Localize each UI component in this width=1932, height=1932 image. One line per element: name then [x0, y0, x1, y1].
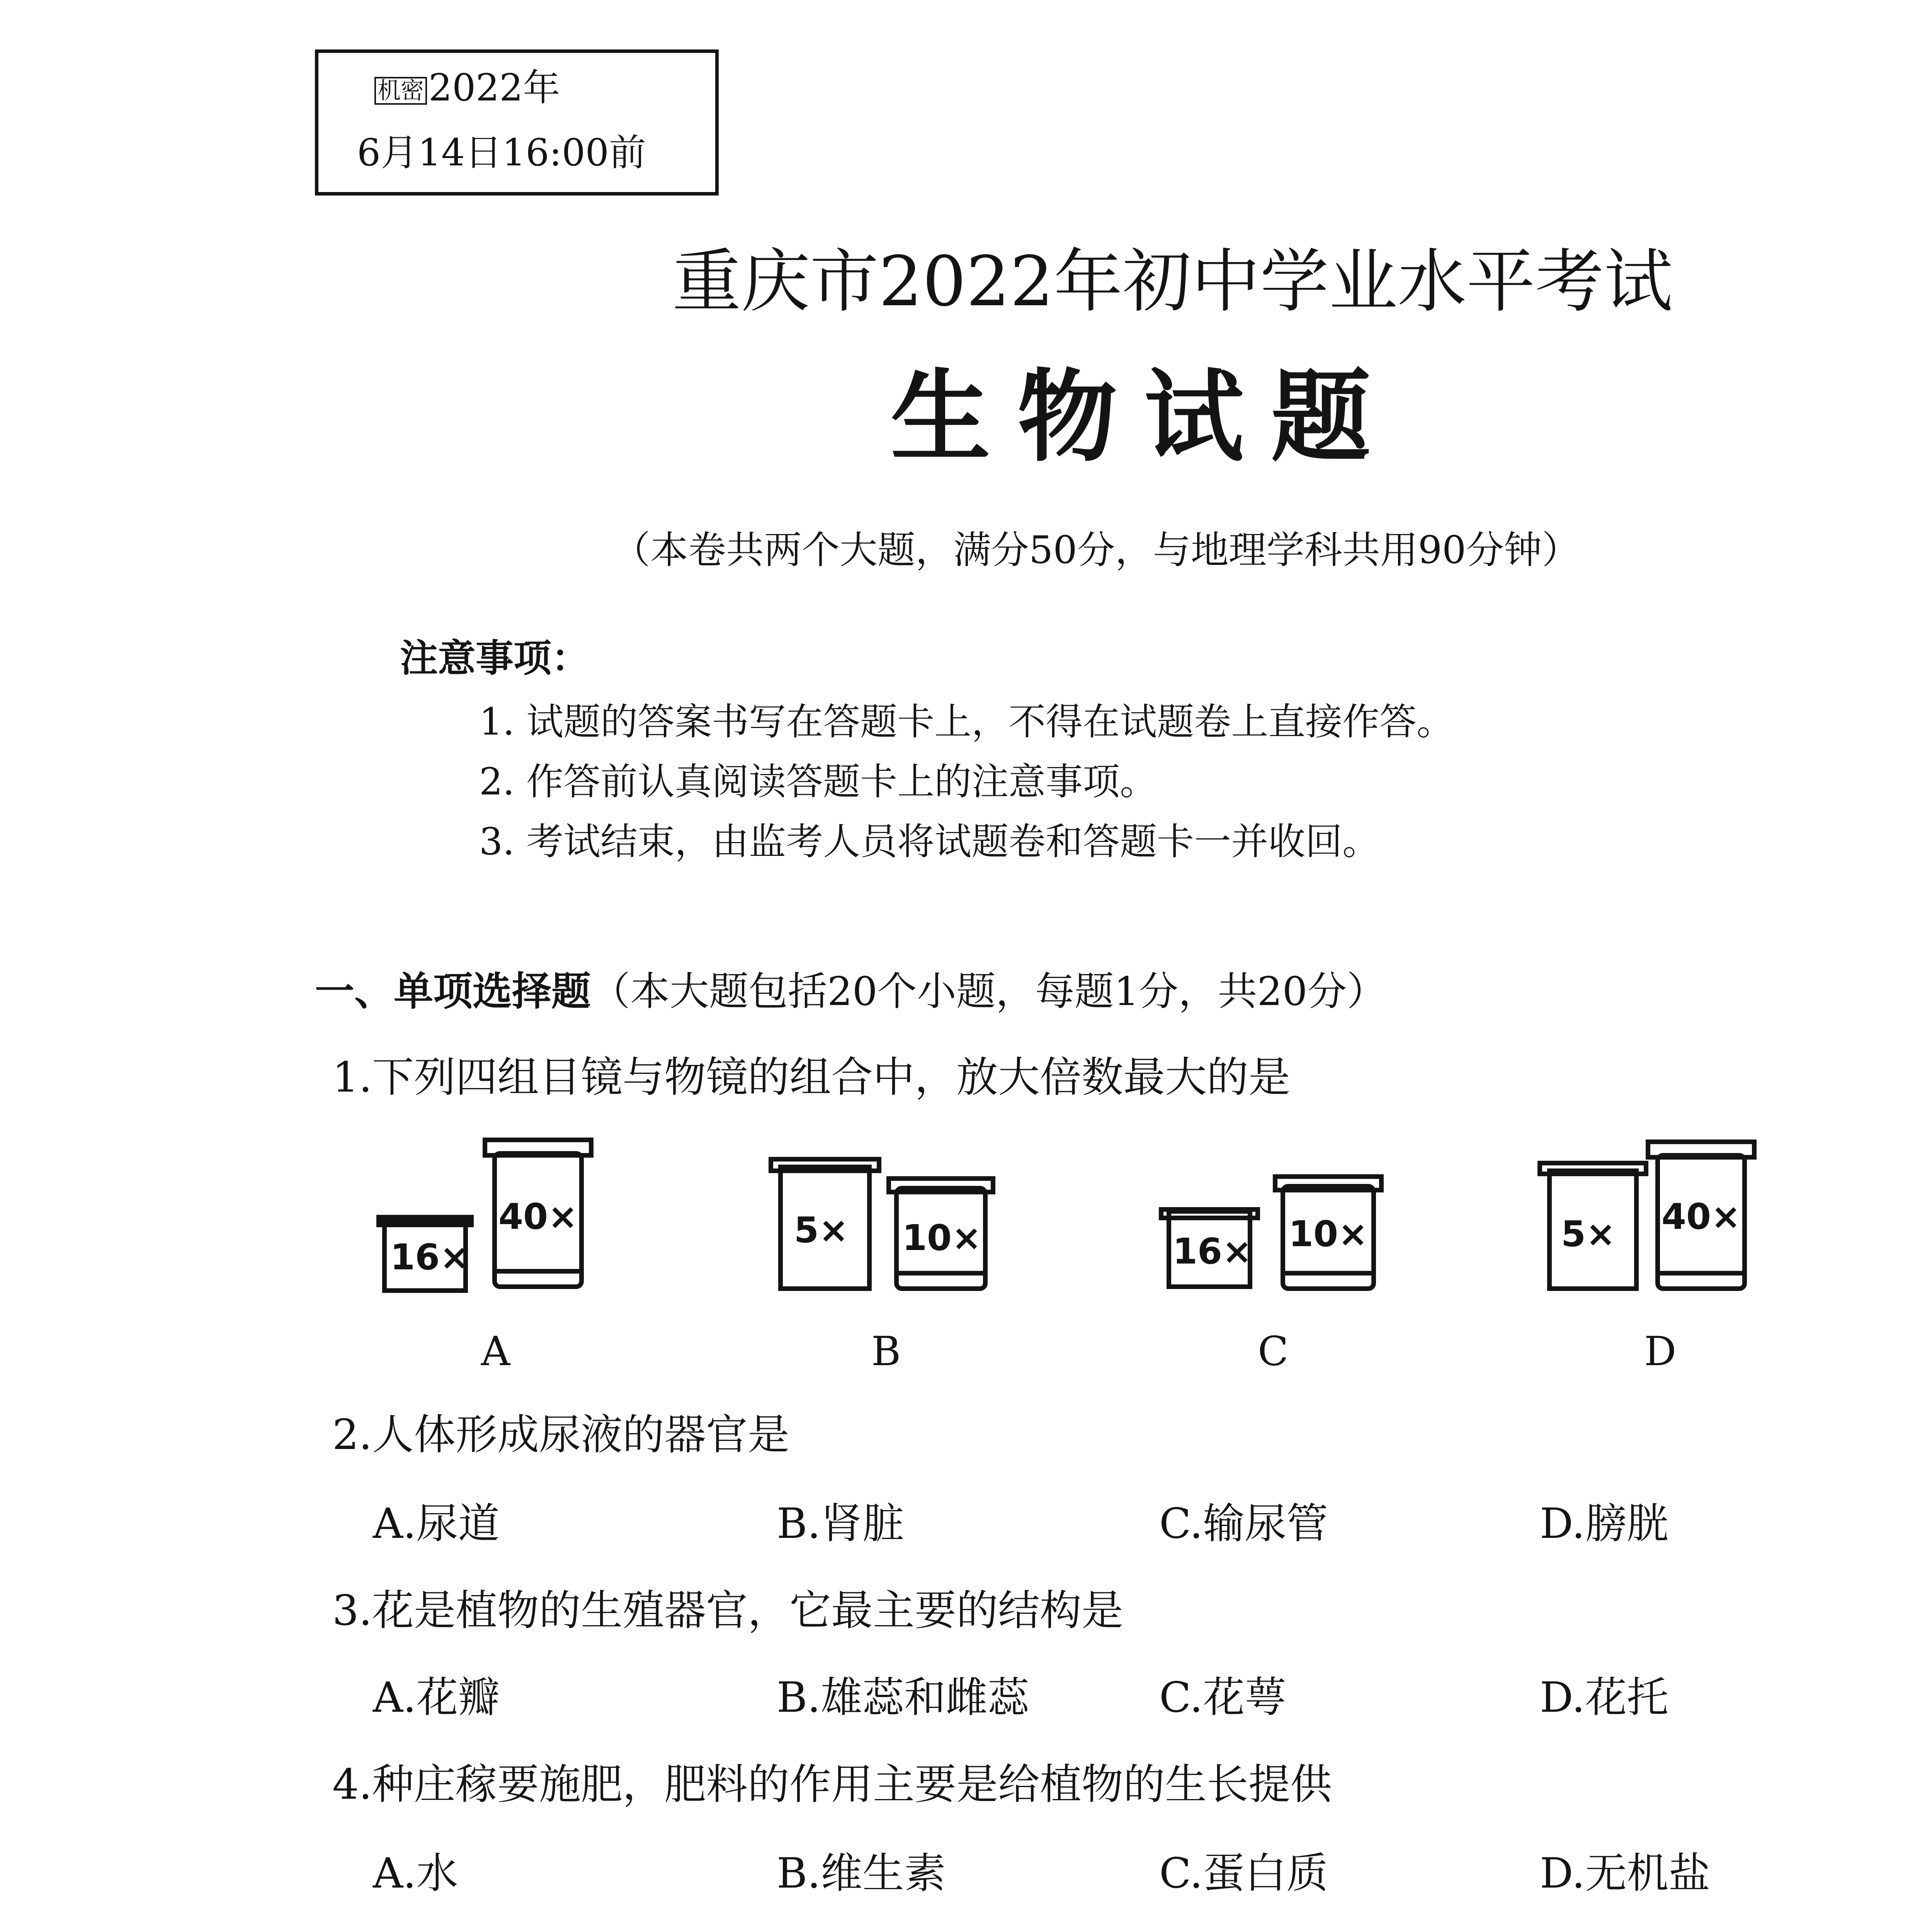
objective-b-mag: 10×: [902, 1217, 982, 1259]
section-note: （本大题包括20个小题，每题1分，共20分）: [591, 969, 1386, 1015]
diagram-label-c: C: [1258, 1328, 1289, 1375]
question-4-option-d: D.无机盐: [1540, 1849, 1711, 1898]
question-1-stem: 1.下列四组目镜与物镜的组合中，放大倍数最大的是: [332, 1053, 1291, 1102]
notice-heading: 注意事项：: [400, 636, 590, 680]
diagram-label-b: B: [871, 1328, 901, 1375]
question-2-option-c: C.输尿管: [1159, 1500, 1328, 1548]
confidential-tag: 机密: [374, 77, 427, 105]
subject-title: 生物试题: [891, 358, 1398, 475]
question-3-option-a: A.花瓣: [373, 1673, 500, 1722]
objective-d-mag: 40×: [1662, 1196, 1741, 1237]
diagram-label-a: A: [481, 1328, 510, 1375]
question-2-option-a: A.尿道: [373, 1500, 500, 1548]
eyepiece-c-mag: 16×: [1173, 1231, 1252, 1272]
question-3-option-d: D.花托: [1540, 1673, 1669, 1722]
question-3-option-c: C.花萼: [1159, 1673, 1287, 1722]
notice-item-1: 1. 试题的答案书写在答题卡上，不得在试题卷上直接作答。: [479, 700, 1454, 743]
question-3-option-b: B.雄蕊和雌蕊: [777, 1673, 1029, 1722]
question-4-option-c: C.蛋白质: [1159, 1849, 1328, 1898]
question-4-stem: 4.种庄稼要施肥，肥料的作用主要是给植物的生长提供: [332, 1760, 1332, 1809]
exam-info: （本卷共两个大题，满分50分，与地理学科共用90分钟）: [612, 528, 1580, 572]
notice-item-2: 2. 作答前认真阅读答题卡上的注意事项。: [479, 760, 1157, 803]
confidential-year: 2022年: [429, 66, 560, 109]
diagram-label-d: D: [1644, 1328, 1677, 1375]
question-4-option-b: B.维生素: [777, 1849, 946, 1898]
eyepiece-d-mag: 5×: [1561, 1213, 1616, 1255]
confidential-deadline: 6月14日16:00前: [357, 131, 646, 174]
question-2-option-b: B.肾脏: [777, 1500, 904, 1548]
notice-item-3: 3. 考试结束，由监考人员将试题卷和答题卡一并收回。: [479, 820, 1380, 863]
question-2-option-d: D.膀胱: [1540, 1500, 1669, 1548]
eyepiece-a-mag: 16×: [390, 1236, 470, 1278]
eyepiece-b-mag: 5×: [794, 1209, 849, 1251]
objective-a-mag: 40×: [498, 1196, 578, 1237]
section-title: 一、单项选择题: [315, 968, 591, 1015]
objective-c-mag: 10×: [1289, 1213, 1368, 1255]
question-2-stem: 2.人体形成尿液的器官是: [332, 1411, 790, 1459]
question-4-option-a: A.水: [373, 1849, 458, 1898]
exam-title: 重庆市2022年初中学业水平考试: [672, 242, 1673, 321]
question-3-stem: 3.花是植物的生殖器官，它最主要的结构是: [332, 1587, 1124, 1635]
